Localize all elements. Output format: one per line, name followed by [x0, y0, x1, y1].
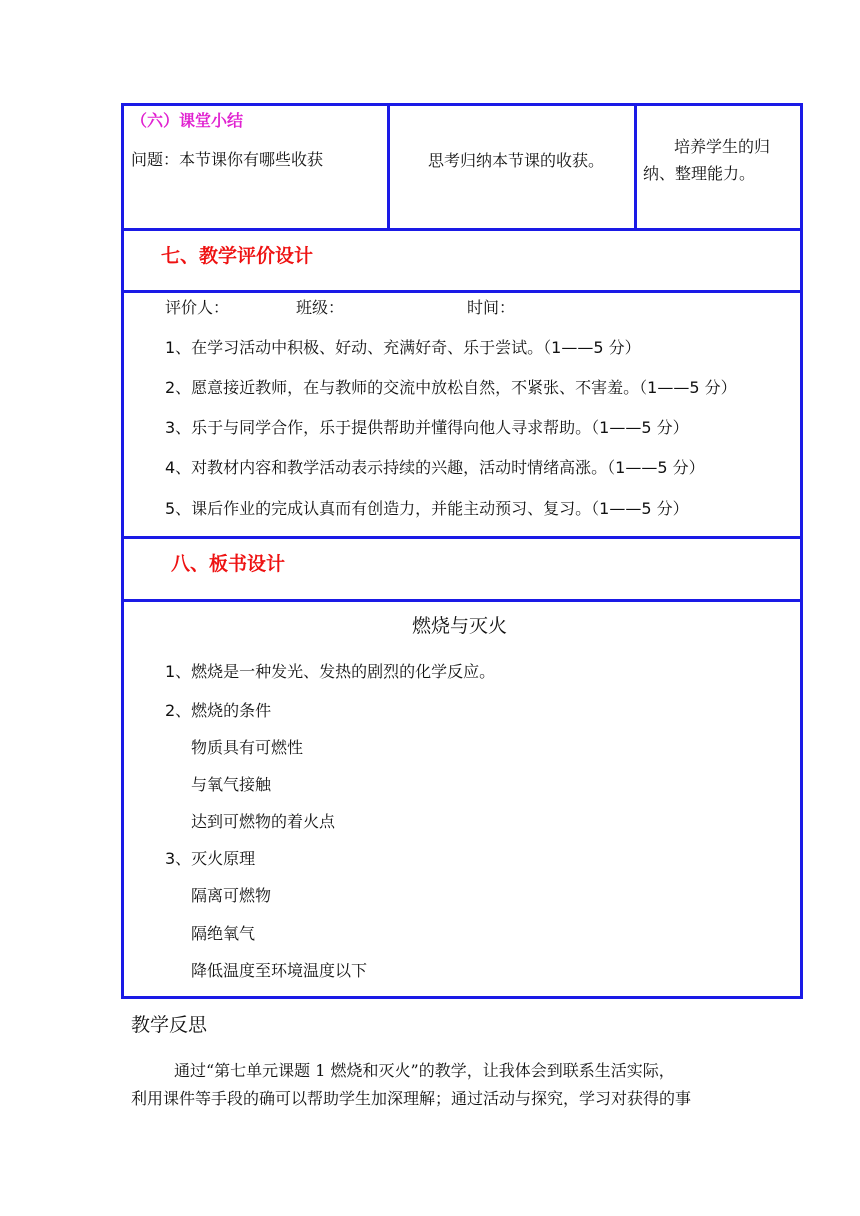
evaluation-item: 1、在学习活动中积极、好动、充满好奇、乐于尝试。（1——5 分）: [165, 338, 641, 357]
student-activity: 思考归纳本节课的收获。: [428, 151, 605, 170]
board-title: 燃烧与灭火: [412, 615, 508, 637]
board-heading: 八、板书设计: [171, 553, 286, 575]
evaluation-item: 5、课后作业的完成认真而有创造力，并能主动预习、复习。（1——5 分）: [165, 499, 689, 518]
table-divider: [121, 536, 803, 539]
summary-question: 问题：本节课你有哪些收获: [131, 150, 324, 169]
section-label-summary: （六）课堂小结: [131, 111, 244, 130]
board-line: 隔绝氧气: [191, 924, 256, 943]
evaluator-label: 评价人：: [165, 298, 230, 317]
board-line: 隔离可燃物: [191, 886, 272, 905]
board-line: 1、燃烧是一种发光、发热的剧烈的化学反应。: [165, 662, 496, 681]
table-divider: [121, 228, 803, 231]
table-divider: [387, 103, 390, 231]
board-line: 降低温度至环境温度以下: [191, 961, 368, 980]
reflection-paragraph-line: 利用课件等手段的确可以帮助学生加深理解；通过活动与探究，学习对获得的事: [131, 1089, 692, 1108]
evaluation-item: 4、对教材内容和教学活动表示持续的兴趣，活动时情绪高涨。（1——5 分）: [165, 458, 705, 477]
evaluation-heading: 七、教学评价设计: [161, 245, 314, 267]
time-label: 时间：: [467, 298, 516, 317]
table-divider: [121, 290, 803, 293]
board-line: 物质具有可燃性: [191, 738, 304, 757]
reflection-paragraph-line: 通过“第七单元课题 1 燃烧和灭火”的教学，让我体会到联系生活实际，: [174, 1061, 675, 1080]
table-divider: [121, 599, 803, 602]
board-line: 与氧气接触: [191, 775, 272, 794]
design-intent-line: 纳、整理能力。: [643, 164, 756, 183]
board-line: 2、燃烧的条件: [165, 701, 272, 720]
board-line: 达到可燃物的着火点: [191, 812, 336, 831]
design-intent-line: 培养学生的归: [674, 137, 771, 156]
evaluation-item: 2、愿意接近教师，在与教师的交流中放松自然，不紧张、不害羞。（1——5 分）: [165, 378, 737, 397]
evaluation-item: 3、乐于与同学合作，乐于提供帮助并懂得向他人寻求帮助。（1——5 分）: [165, 418, 689, 437]
class-label: 班级：: [296, 298, 345, 317]
reflection-heading: 教学反思: [131, 1014, 208, 1036]
table-divider: [634, 103, 637, 231]
board-line: 3、灭火原理: [165, 849, 256, 868]
